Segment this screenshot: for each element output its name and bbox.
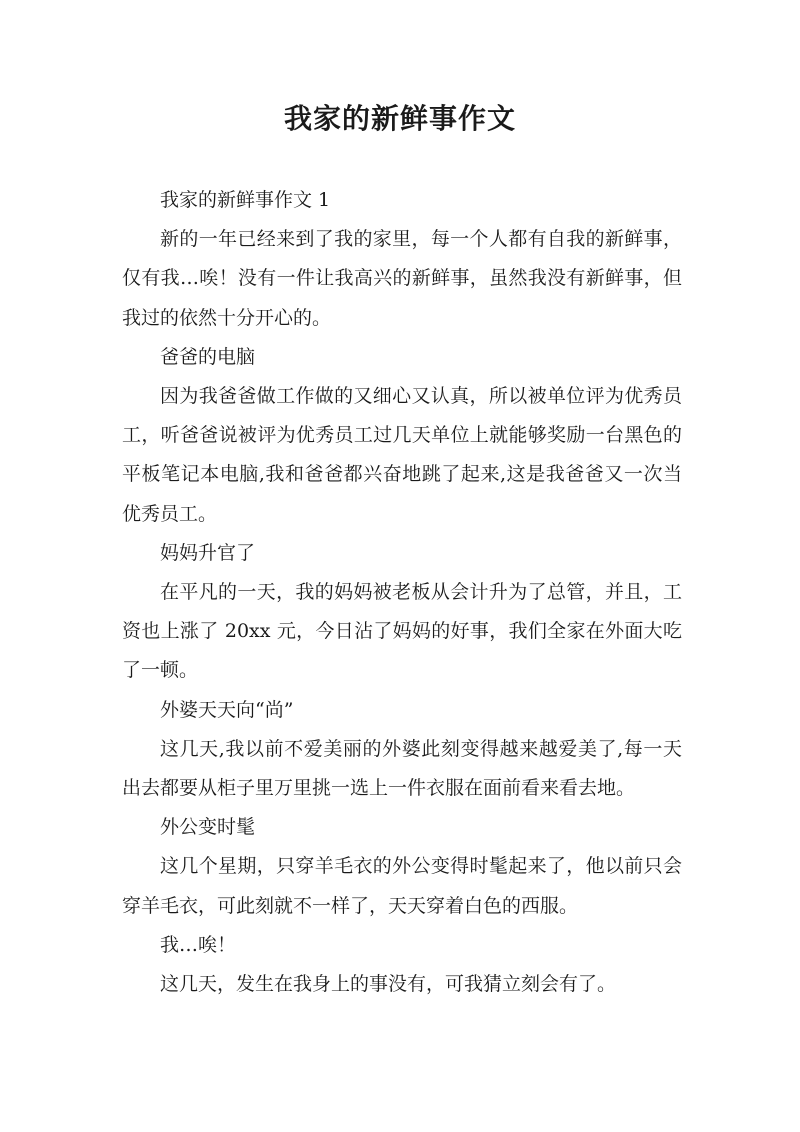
- paragraph: 这几个星期，只穿羊毛衣的外公变得时髦起来了，他以前只会穿羊毛衣，可此刻就不一样了，天天穿着白色的西服。: [122, 855, 682, 917]
- paragraph: 在平凡的一天，我的妈妈被老板从会计升为了总管，并且，工资也上涨了 20xx 元，今日沾了妈妈的好事，我们全家在外面大吃了一顿。: [122, 581, 682, 682]
- section-heading: 外公变时髦: [160, 816, 256, 839]
- document-body: [122, 181, 682, 1004]
- paragraph: 这几天，发生在我身上的事没有，可我猜立刻会有了。: [160, 973, 617, 996]
- paragraph: 新的一年已经来到了我的家里，每一个人都有自我的新鲜事，仅有我…唉！没有一件让我高兴的新鲜事，虽然我没有新鲜事，但我过的依然十分开心的。: [122, 228, 682, 329]
- paragraph: 因为我爸爸做工作做的又细心又认真，所以被单位评为优秀员工，听爸爸说被评为优秀员工过几天单位上就能够奖励一台黑色的平板笔记本电脑,我和爸爸都兴奋地跳了起来,这是我爸爸又一次当优秀员工。: [122, 385, 682, 525]
- section-heading: 我家的新鲜事作文 1: [160, 189, 331, 211]
- section-heading: 外婆天天向“尚”: [160, 698, 294, 721]
- document-title: 我家的新鲜事作文: [283, 102, 516, 135]
- section-heading: 妈妈升官了: [160, 541, 256, 564]
- paragraph: 这几天,我以前不爱美丽的外婆此刻变得越来越爱美了,每一天出去都要从柜子里万里挑一选上一件衣服在面前看来看去地。: [122, 737, 682, 800]
- section-heading: 我…唉！: [160, 933, 237, 956]
- section-heading: 爸爸的电脑: [160, 345, 256, 368]
